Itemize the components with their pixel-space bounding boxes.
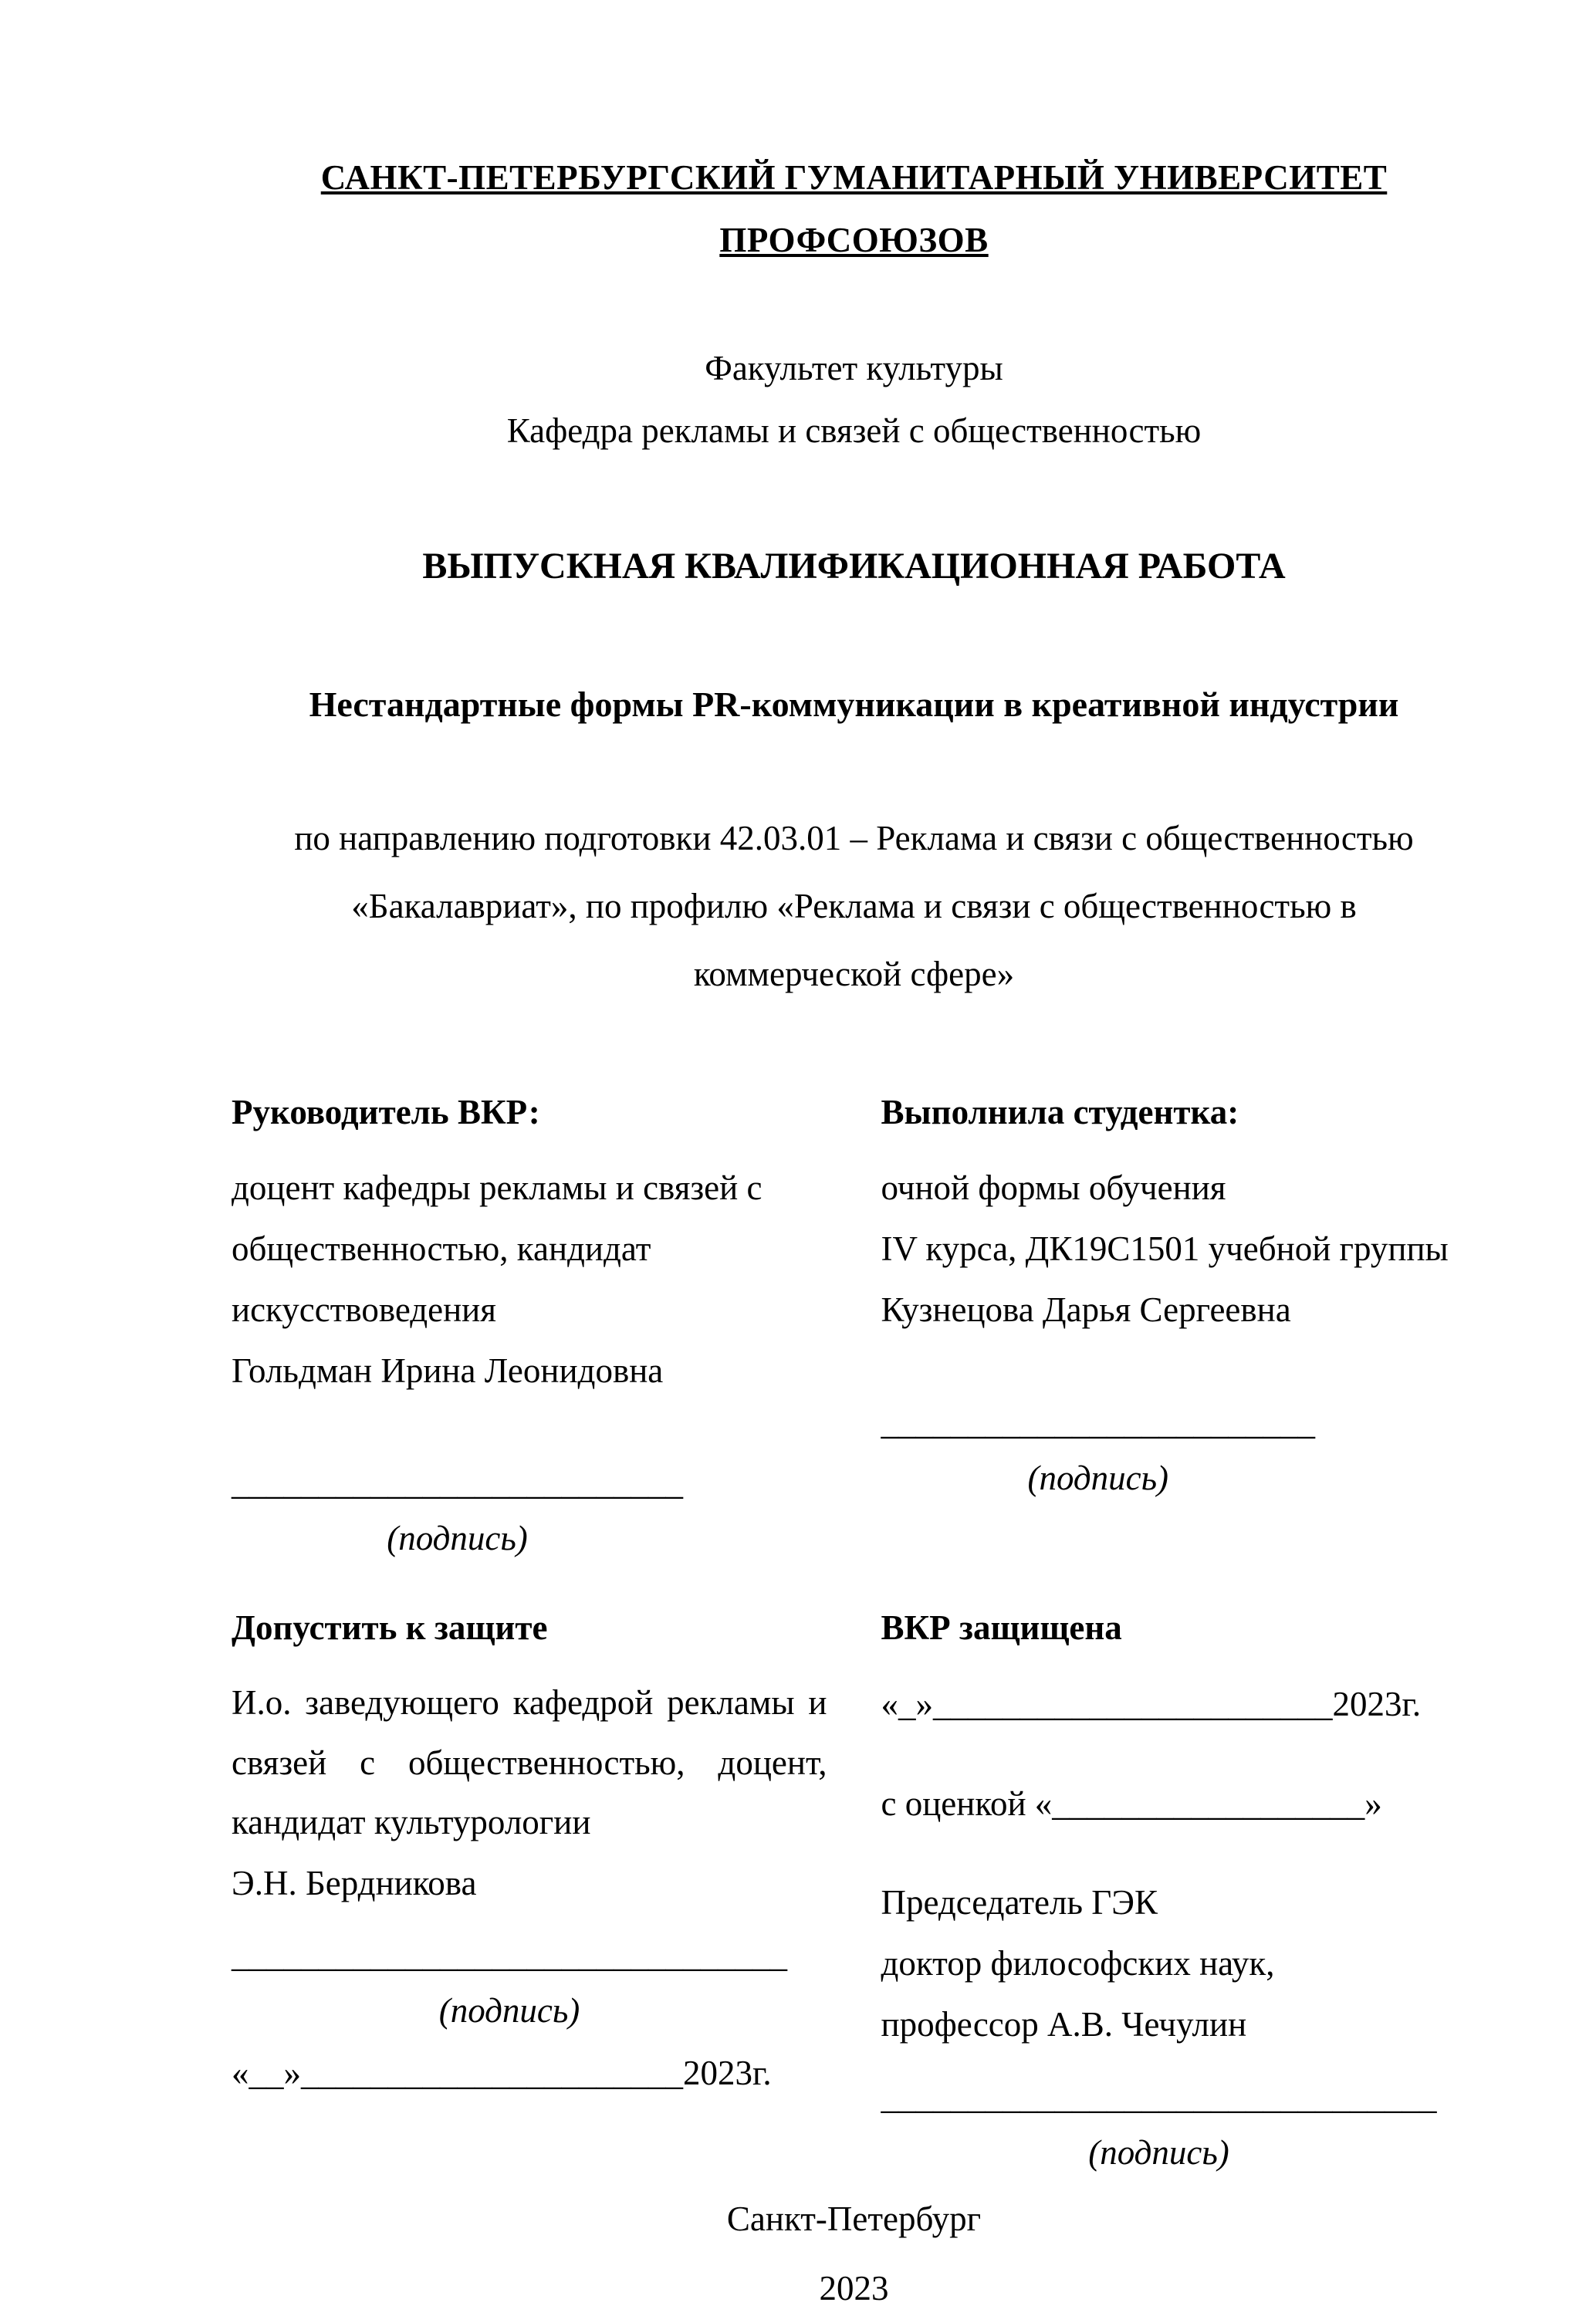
approver-position: И.о. заведующего кафедрой рекламы и связей с общественностью, доцент, кандидат культурологии	[232, 1683, 827, 1842]
city: Санкт-Петербург	[726, 2199, 982, 2238]
student-signature-label: (подпись)	[1027, 1458, 1169, 1497]
supervisor-position: доцент кафедры рекламы и связей с общественностью, кандидат искусствоведения	[232, 1168, 762, 1329]
student-heading: Выполнила студентка:	[881, 1093, 1239, 1132]
chair-name: профессор А.В. Чечулин	[881, 2004, 1247, 2044]
student-column	[881, 1081, 1477, 1570]
approver-name: Э.Н. Бердникова	[232, 1863, 477, 1902]
university-name: САНКТ-ПЕТЕРБУРГСКИЙ ГУМАНИТАРНЫЙ УНИВЕРСИТЕТ ПРОФСОЮЗОВ	[320, 158, 1388, 259]
defense-heading: ВКР защищена	[881, 1608, 1122, 1648]
chair-degree: доктор философских наук,	[881, 1944, 1275, 1983]
chair-title: Председатель ГЭК	[881, 1883, 1158, 1922]
student-name: Кузнецова Дарья Сергеевна	[881, 1290, 1291, 1329]
defense-date-line: «_»_______________________2023г.	[881, 1685, 1422, 1724]
program-line-2: «Бакалавриат», по профилю «Реклама и связи с общественностью в	[351, 886, 1357, 925]
student-signature-line: _________________________	[881, 1402, 1315, 1442]
work-type-label: ВЫПУСКНАЯ КВАЛИФИКАЦИОННАЯ РАБОТА	[422, 546, 1286, 587]
defense-signature-block	[881, 2069, 1437, 2180]
student-study-form: очной формы обучения	[881, 1168, 1226, 1208]
defense-grade-line: с оценкой «__________________»	[881, 1784, 1382, 1824]
signatories-section	[232, 1081, 1476, 1570]
admission-heading: Допустить к защите	[232, 1608, 548, 1648]
student-group: IV курса, ДК19С1501 учебной группы	[881, 1229, 1449, 1269]
supervisor-signature-line: __________________________	[232, 1463, 683, 1503]
supervisor-name: Гольдман Ирина Леонидовна	[232, 1351, 664, 1390]
supervisor-signature-label: (подпись)	[387, 1519, 528, 1558]
year: 2023	[819, 2268, 889, 2308]
footer	[232, 2184, 1476, 2323]
program-line-1: по направлению подготовки 42.03.01 – Реклама и связи с общественностью	[294, 819, 1414, 858]
student-signature-block	[881, 1395, 1316, 1506]
supervisor-column	[232, 1081, 827, 1570]
spacer	[881, 1835, 1477, 1872]
admission-signature-line: ________________________________	[232, 1936, 787, 1975]
admission-column	[232, 1597, 827, 2183]
admission-date-line: «__»______________________2023г.	[232, 2054, 772, 2093]
defense-signature-line: ________________________________	[881, 2077, 1437, 2116]
defense-column	[881, 1597, 1477, 2183]
approval-section	[232, 1597, 1476, 2183]
admission-signature-block	[232, 1927, 787, 2038]
faculty-name: Факультет культуры	[705, 349, 1003, 387]
admission-signature-label: (подпись)	[438, 1991, 580, 2031]
defense-signature-label: (подпись)	[1088, 2132, 1229, 2172]
supervisor-signature-block	[232, 1455, 683, 1566]
faculty-block	[232, 337, 1476, 462]
department-name: Кафедра рекламы и связей с общественностью	[506, 411, 1202, 450]
program-description	[232, 805, 1476, 1008]
program-line-3: коммерческой сфере»	[693, 954, 1015, 993]
spacer	[881, 1736, 1477, 1773]
thesis-title: Нестандартные формы PR-коммуникации в креативной индустрии	[309, 685, 1399, 725]
supervisor-heading: Руководитель ВКР:	[232, 1093, 540, 1132]
